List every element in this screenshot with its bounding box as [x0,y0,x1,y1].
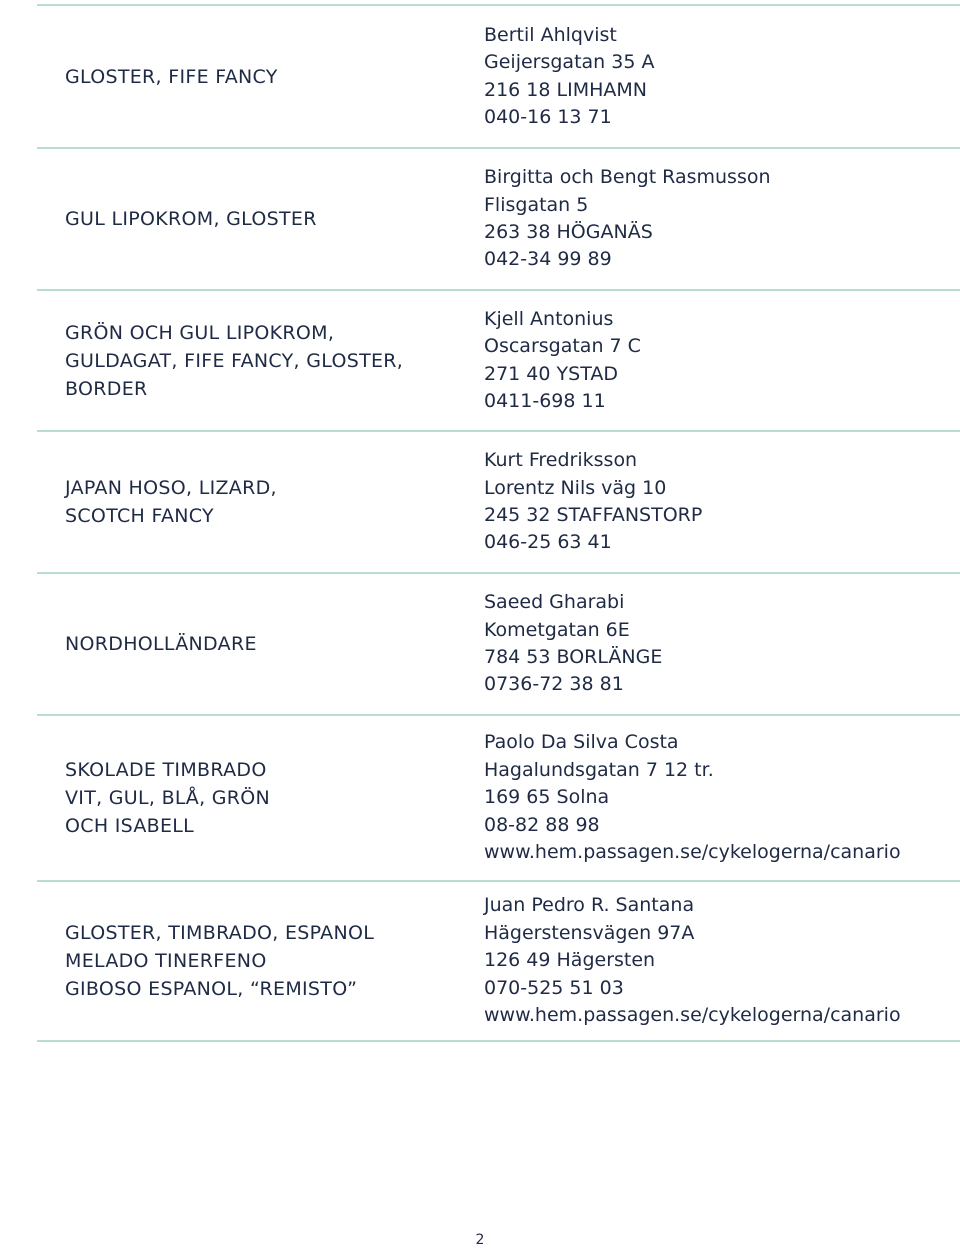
breed-cell [37,6,477,147]
contact-phone: 070-525 51 03 [484,976,624,999]
breed-name: SKOLADE TIMBRADO VIT, GUL, BLÅ, GRÖN OCH ISABELL [65,759,271,837]
contact-cell [477,6,960,147]
table-row [37,430,960,572]
breed-cell [37,882,477,1040]
table-row [37,4,960,147]
contact-cell [477,291,960,430]
table-row [37,572,960,714]
breed-name: GUL LIPOKROM, GLOSTER [65,208,317,230]
contact-name: Birgitta och Bengt Rasmusson [484,166,771,189]
contact-website-link[interactable]: www.hem.passagen.se/cykelogerna/canario [484,1004,901,1027]
contact-postal-city: 126 49 Hägersten [484,949,656,972]
contact-name: Juan Pedro R. Santana [484,894,695,917]
contact-postal-city: 245 32 STAFFANSTORP [484,504,703,526]
contact-name: Saeed Gharabi [484,591,625,614]
table-row [37,880,960,1042]
contact-name: Paolo Da Silva Costa [484,731,679,754]
breed-name: GRÖN OCH GUL LIPOKROM, GULDAGAT, FIFE FANCY, GLOSTER, BORDER [65,321,404,400]
contact-street: Hägerstensvägen 97A [484,921,695,944]
contact-cell [477,882,960,1040]
contact-phone: 040-16 13 71 [484,105,612,128]
contact-name: Kjell Antonius [484,307,614,330]
contact-postal-city: 784 53 BORLÄNGE [484,646,663,668]
breed-name: NORDHOLLÄNDARE [65,633,257,655]
contact-street: Geijersgatan 35 A [484,51,655,74]
breed-cell [37,716,477,880]
table-row [37,714,960,880]
page-number: 2 [475,1232,485,1248]
breed-contact-table [37,4,960,1042]
breed-cell [37,432,477,572]
contact-postal-city: 169 65 Solna [484,786,610,809]
contact-cell [477,149,960,289]
breed-name: JAPAN HOSO, LIZARD, SCOTCH FANCY [65,477,277,527]
contact-website-link[interactable]: www.hem.passagen.se/cykelogerna/canario [484,841,901,864]
contact-street: Kometgatan 6E [484,618,630,641]
contact-phone: 08-82 88 98 [484,813,600,836]
contact-postal-city: 263 38 HÖGANÄS [484,221,653,243]
contact-cell [477,574,960,714]
breed-name: GLOSTER, FIFE FANCY [65,65,278,88]
contact-postal-city: 216 18 LIMHAMN [484,78,647,101]
table-row [37,147,960,289]
contact-street: Oscarsgatan 7 C [484,335,641,358]
breed-cell [37,149,477,289]
table-row [37,289,960,430]
contact-phone: 046-25 63 41 [484,531,612,554]
contact-cell [477,432,960,572]
breed-cell [37,574,477,714]
contact-phone: 042-34 99 89 [484,248,612,271]
breed-name: GLOSTER, TIMBRADO, ESPANOL MELADO TINERFENO GIBOSO ESPANOL, “REMISTO” [65,922,375,1000]
contact-phone: 0736-72 38 81 [484,673,624,696]
contact-street: Hagalundsgatan 7 12 tr. [484,758,714,781]
breed-cell [37,291,477,430]
contact-street: Lorentz Nils väg 10 [484,476,667,499]
contact-street: Flisgatan 5 [484,193,589,216]
contact-phone: 0411-698 11 [484,389,606,412]
contact-postal-city: 271 40 YSTAD [484,362,618,385]
contact-name: Kurt Fredriksson [484,449,638,472]
contact-name: Bertil Ahlqvist [484,23,617,46]
contact-cell [477,716,960,880]
